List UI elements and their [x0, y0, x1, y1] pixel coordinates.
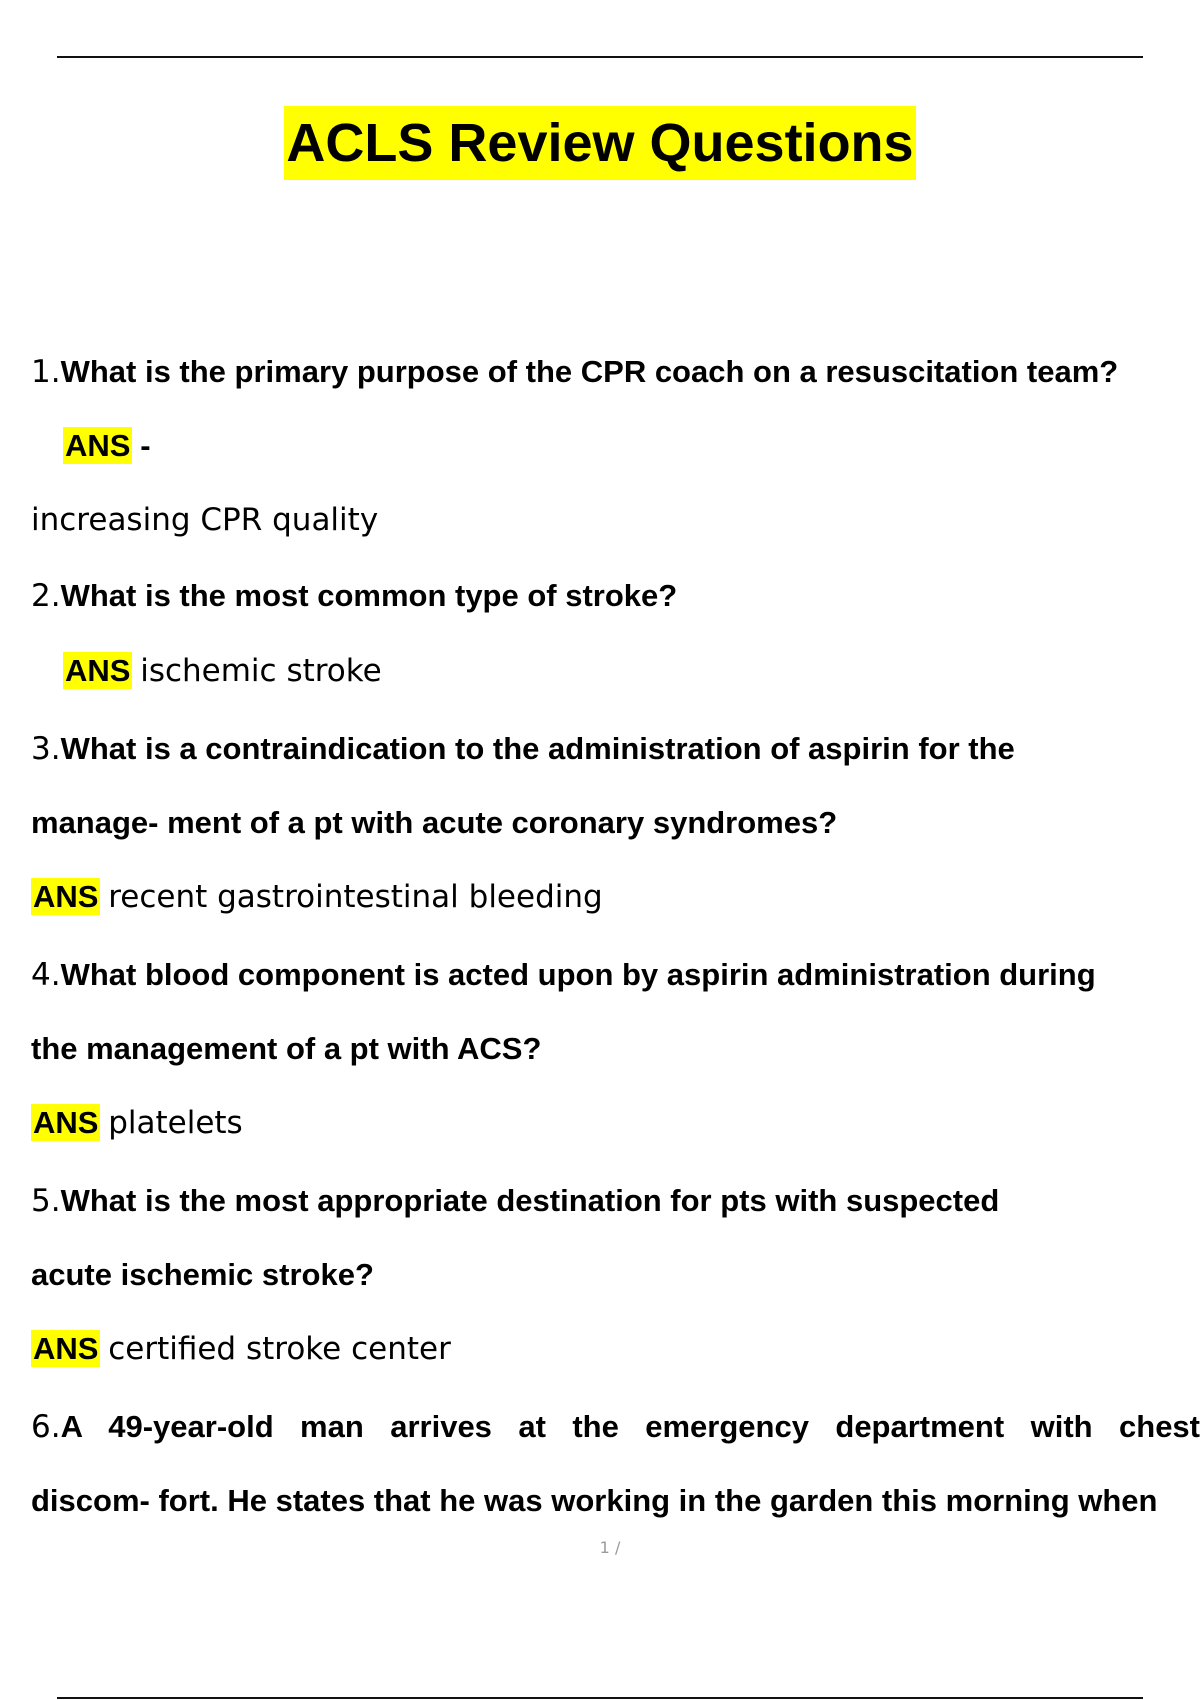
answer-text: certified stroke center [108, 1331, 451, 1367]
question-4-cont [31, 1029, 541, 1069]
answer-text: increasing CPR quality [31, 502, 379, 538]
answer-3 [31, 877, 603, 917]
question-6-cont [31, 1481, 1200, 1521]
page-number: 1 / [599, 1538, 621, 1557]
answer-1 [31, 500, 378, 540]
answer-4 [31, 1103, 243, 1143]
question-text: What is the most appropriate destination for pts with suspected [60, 1183, 1000, 1218]
answer-label-line-1 [63, 426, 151, 466]
answer-text: platelets [108, 1105, 243, 1141]
document-title: ACLS Review Questions [284, 106, 915, 180]
question-text: acute ischemic stroke? [31, 1257, 374, 1292]
answer-5 [31, 1329, 451, 1369]
title-container [0, 106, 1200, 180]
question-text: discom- fort. He states that he was working in the garden this morning when [31, 1483, 1158, 1518]
question-number: 5. [31, 1183, 61, 1219]
ans-label: ANS [33, 1105, 99, 1140]
question-5 [31, 1181, 999, 1221]
question-number: 6. [31, 1409, 61, 1445]
ans-label: ANS [65, 653, 131, 688]
question-4 [31, 955, 1096, 995]
question-text: What blood component is acted upon by aspirin administration during [60, 957, 1096, 992]
question-text: the management of a pt with ACS? [31, 1031, 542, 1066]
question-5-cont [31, 1255, 374, 1295]
question-number: 3. [31, 731, 61, 767]
question-text: What is the most common type of stroke? [60, 578, 678, 613]
question-6 [31, 1407, 1200, 1447]
ans-label: ANS [33, 879, 99, 914]
bottom-rule [57, 1697, 1143, 1699]
question-2 [31, 576, 677, 616]
question-text: What is a contraindication to the administration of aspirin for the [60, 731, 1015, 766]
top-rule [57, 56, 1143, 58]
question-3 [31, 729, 1015, 769]
question-1 [31, 352, 1118, 392]
question-3-cont [31, 803, 837, 843]
question-text: What is the primary purpose of the CPR coach on a resuscitation team? [60, 354, 1119, 389]
question-number: 1. [31, 354, 61, 390]
ans-label: ANS [33, 1331, 99, 1366]
question-number: 2. [31, 578, 61, 614]
answer-text: recent gastrointestinal bleeding [108, 879, 603, 915]
ans-dash: - [140, 428, 151, 463]
ans-label: ANS [65, 428, 131, 463]
answer-text: ischemic stroke [140, 653, 382, 689]
question-number: 4. [31, 957, 61, 993]
answer-2 [63, 651, 382, 691]
question-text: manage- ment of a pt with acute coronary syndromes? [31, 805, 838, 840]
question-text: A 49-year-old man arrives at the emergency department with chest [60, 1409, 1200, 1444]
